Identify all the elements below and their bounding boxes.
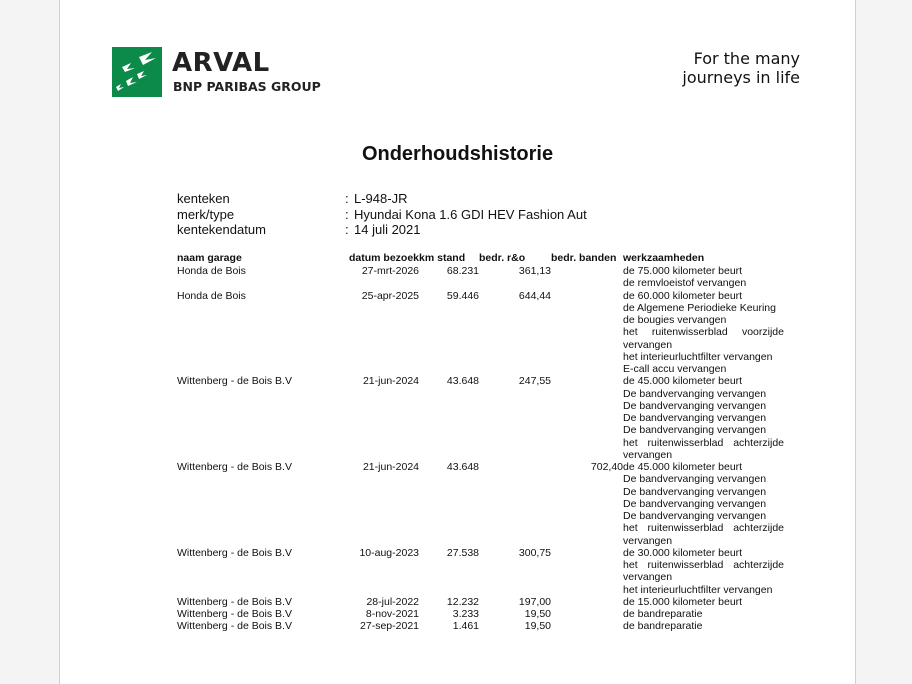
werkzaamheden-line [623, 559, 784, 571]
arval-logo [112, 47, 342, 99]
cell-bedrag-banden [551, 608, 623, 620]
werkzaamheden-line: de 75.000 kilometer beurt [623, 265, 743, 277]
cell-werkzaamheden [623, 620, 793, 632]
table-row [177, 608, 793, 620]
cell-bedrag-ro: 197,00 [518, 595, 552, 608]
word: ruitenwisserblad [651, 326, 728, 339]
cell-bedrag-banden [551, 596, 623, 608]
cell-bedrag-ro: 300,75 [518, 546, 552, 559]
word: achterzijde [733, 559, 784, 571]
cell-datum: 28-jul-2022 [366, 595, 420, 608]
cell-km: 43.648 [446, 461, 480, 473]
cell-werkzaamheden [623, 290, 793, 376]
werkzaamheden-line: de 45.000 kilometer beurt [623, 461, 743, 473]
vehicle-info-value: Hyundai Kona 1.6 GDI HEV Fashion Aut [354, 206, 587, 222]
word: achterzijde [733, 522, 784, 535]
vehicle-info-label: kentekendatum [177, 222, 266, 237]
cell-km: 43.648 [446, 375, 480, 388]
colon: : [345, 222, 349, 237]
arval-birds-icon [112, 47, 162, 97]
word: ruitenwisserblad [647, 559, 724, 571]
word: ruitenwisserblad [647, 436, 724, 449]
cell-datum: 25-apr-2025 [361, 289, 420, 302]
table-row [177, 290, 793, 376]
cell-bedrag-ro: 644,44 [518, 289, 552, 302]
word: het [623, 326, 638, 339]
cell-bedrag-banden [551, 265, 623, 290]
cell-bedrag-banden [551, 620, 623, 632]
werkzaamheden-line: De bandvervanging vervangen [623, 399, 767, 412]
colon: : [345, 206, 349, 222]
cell-bedrag-ro: 247,55 [518, 375, 552, 388]
werkzaamheden-line: vervangen [623, 534, 673, 547]
werkzaamheden-line: de 45.000 kilometer beurt [623, 375, 743, 388]
cell-datum: 10-aug-2023 [359, 546, 420, 559]
cell-werkzaamheden [623, 461, 793, 547]
vehicle-info-value: L-948-JR [354, 191, 408, 206]
werkzaamheden-line: De bandvervanging vervangen [623, 412, 767, 424]
werkzaamheden-line: vervangen [623, 571, 673, 584]
table-row [177, 620, 793, 632]
cell-garage: Wittenberg - de Bois B.V [177, 375, 292, 388]
cell-werkzaamheden [623, 375, 793, 461]
werkzaamheden-line: het interieurluchtfilter vervangen [623, 350, 773, 363]
cell-bedrag-banden [551, 375, 623, 461]
maintenance-history-table [177, 252, 793, 633]
table-body [177, 265, 793, 633]
cell-datum: 27-mrt-2026 [361, 265, 420, 277]
werkzaamheden-line: E-call accu vervangen [623, 363, 727, 375]
werkzaamheden-line: de bandreparatie [623, 608, 703, 620]
cell-bedrag-banden [551, 290, 623, 376]
werkzaamheden-line: de bandreparatie [623, 620, 703, 633]
werkzaamheden-line: vervangen [623, 338, 673, 351]
table-row [177, 375, 793, 461]
table-header-row [177, 252, 793, 265]
tagline-line-1: For the many [693, 49, 800, 68]
vehicle-info-row [177, 222, 587, 238]
word: ruitenwisserblad [647, 522, 724, 535]
header-datum: datum bezoek [349, 252, 420, 264]
cell-bedrag-banden: 702,40 [590, 461, 624, 473]
vehicle-info-label: merk/type [177, 206, 235, 222]
table-row [177, 547, 793, 596]
werkzaamheden-line: de remvloeistof vervangen [623, 277, 747, 290]
cell-werkzaamheden [623, 547, 793, 596]
werkzaamheden-line: de 30.000 kilometer beurt [623, 546, 743, 559]
header-km: km stand [419, 252, 466, 264]
word: voorzijde [741, 326, 784, 339]
brand-group: BNP PARIBAS GROUP [173, 79, 321, 94]
werkzaamheden-line: De bandvervanging vervangen [623, 473, 767, 486]
cell-datum: 21-jun-2024 [362, 461, 420, 473]
cell-bedrag-ro: 19,50 [524, 608, 552, 620]
cell-km: 3.233 [452, 608, 480, 620]
header-garage: naam garage [177, 252, 242, 264]
vehicle-info-row [177, 191, 587, 207]
header-ro: bedr. r&o [479, 252, 526, 264]
table-row [177, 265, 793, 290]
cell-bedrag-banden [551, 547, 623, 596]
cell-garage: Wittenberg - de Bois B.V [177, 546, 292, 559]
word: het [623, 436, 638, 449]
cell-bedrag-ro: 361,13 [518, 265, 552, 277]
cell-garage: Wittenberg - de Bois B.V [177, 608, 292, 620]
vehicle-info [177, 191, 587, 238]
document-title: Onderhoudshistorie [361, 143, 554, 165]
brand-tagline [682, 49, 800, 87]
brand-name: ARVAL [172, 48, 270, 78]
cell-km: 59.446 [446, 289, 480, 302]
werkzaamheden-line [623, 437, 784, 449]
cell-garage: Wittenberg - de Bois B.V [177, 595, 292, 608]
werkzaamheden-line [623, 522, 784, 534]
word: het [623, 522, 638, 535]
cell-datum: 21-jun-2024 [362, 375, 420, 388]
cell-werkzaamheden [623, 596, 793, 608]
table-row [177, 461, 793, 547]
werkzaamheden-line: De bandvervanging vervangen [623, 424, 767, 437]
werkzaamheden-line: de 15.000 kilometer beurt [623, 595, 743, 608]
cell-km: 12.232 [446, 595, 480, 608]
cell-garage: Honda de Bois [177, 289, 246, 302]
cell-km: 27.538 [446, 546, 480, 559]
colon: : [345, 191, 349, 206]
cell-km: 68.231 [446, 265, 480, 277]
cell-garage: Wittenberg - de Bois B.V [177, 620, 292, 633]
tagline-line-2: journeys in life [682, 68, 800, 87]
vehicle-info-value: 14 juli 2021 [354, 222, 421, 237]
table-row [177, 596, 793, 608]
werkzaamheden-line: De bandvervanging vervangen [623, 510, 767, 522]
cell-km: 1.461 [452, 620, 480, 633]
header-banden: bedr. banden [551, 252, 617, 264]
werkzaamheden-line: De bandvervanging vervangen [623, 387, 767, 400]
cell-bedrag-ro: 19,50 [524, 620, 552, 633]
werkzaamheden-line: de 60.000 kilometer beurt [623, 289, 743, 302]
header-werkzaamheden: werkzaamheden [623, 252, 705, 264]
vehicle-info-row [177, 207, 587, 223]
werkzaamheden-line: de bougies vervangen [623, 314, 727, 326]
cell-werkzaamheden [623, 608, 793, 620]
cell-datum: 8-nov-2021 [365, 608, 420, 620]
word: achterzijde [733, 436, 784, 449]
werkzaamheden-line: De bandvervanging vervangen [623, 485, 767, 498]
document-page [59, 0, 856, 684]
vehicle-info-label: kenteken [177, 191, 230, 206]
cell-bedrag-ro [479, 461, 551, 547]
cell-werkzaamheden [623, 265, 793, 290]
cell-garage: Honda de Bois [177, 265, 246, 277]
cell-garage: Wittenberg - de Bois B.V [177, 461, 292, 473]
cell-datum: 27-sep-2021 [360, 620, 420, 633]
word: het [623, 559, 638, 571]
werkzaamheden-line: vervangen [623, 448, 673, 461]
werkzaamheden-line: het interieurluchtfilter vervangen [623, 583, 773, 596]
werkzaamheden-line [623, 326, 784, 338]
werkzaamheden-line: de Algemene Periodieke Keuring [623, 301, 776, 314]
werkzaamheden-line: De bandvervanging vervangen [623, 497, 767, 510]
